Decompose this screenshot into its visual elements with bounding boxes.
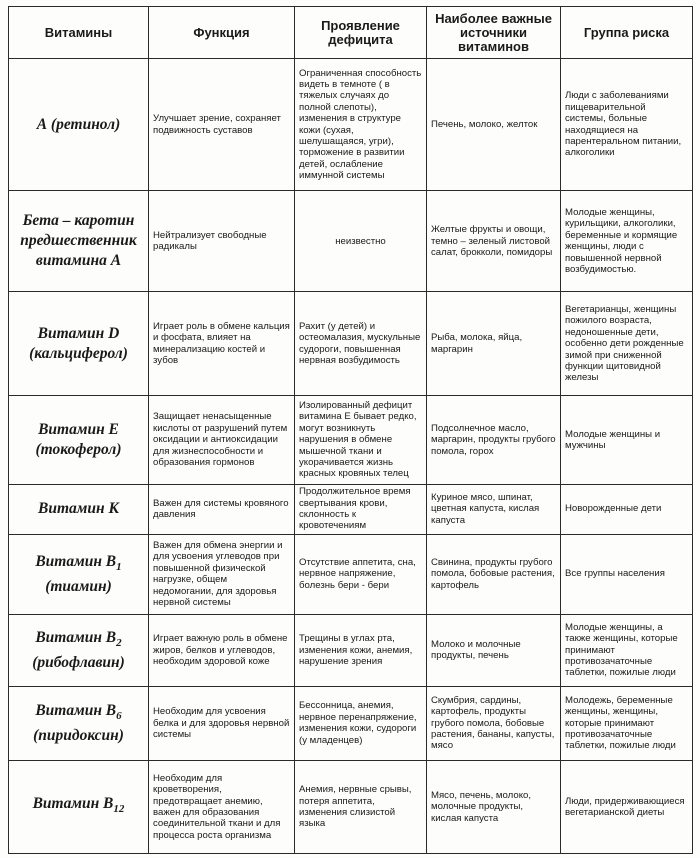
vitamin-subscript: 2: [116, 636, 122, 649]
risk-group-cell: Молодые женщины, а также женщины, которые принимают противозачаточные таблетки, пожилые люди: [561, 614, 693, 686]
vitamin-name: [9, 484, 149, 534]
sources-cell: Рыба, молока, яйца, маргарин: [427, 292, 561, 396]
table-row: [9, 292, 693, 396]
deficiency-cell: Изолированный дефицит витамина Е бывает редко, могут возникнуть нарушения в обмене мышечной ткани и укорачивается жизнь красных кровяных телец: [295, 396, 427, 484]
header-row: [9, 7, 693, 59]
function-cell: Важен для системы кровяного давления: [149, 484, 295, 534]
risk-group-cell: Вегетарианцы, женщины пожилого возраста, недоношенные дети, особенно дети рожденные зимой при сниженной функции щитовидной железы: [561, 292, 693, 396]
deficiency-cell: неизвестно: [295, 191, 427, 292]
vitamin-name-main: Витамин $B_1$: [35, 552, 122, 573]
sources-cell: Печень, молоко, желток: [427, 59, 561, 191]
vitamin-name-text: Бета – каротин предшественник витамина А: [20, 212, 137, 270]
header-vitamins: Витамины: [9, 7, 149, 59]
vitamin-name: [9, 59, 149, 191]
vitamin-subscript: 12: [113, 803, 125, 816]
sources-cell: Желтые фрукты и овощи, темно – зеленый листовой салат, брокколи, помидоры: [427, 191, 561, 292]
vitamin-name-main: Витамин $B_{12}$: [32, 795, 125, 816]
function-cell: Играет роль в обмене кальция и фосфата, влияет на минерализацию костей и зубов: [149, 292, 295, 396]
deficiency-cell: Продолжительное время свертывания крови, склонность к кровотечениям: [295, 484, 427, 534]
function-cell: Необходим для кроветворения, предотвращает анемию, важен для образования соединительной ткани и для процесса роста организма: [149, 760, 295, 853]
vitamin-name-chemical: (рибофлавин): [32, 653, 125, 671]
vitamin-name: [9, 614, 149, 686]
vitamin-name-chemical: (тиамин): [45, 577, 112, 595]
vitamin-name: [9, 396, 149, 484]
deficiency-cell: Отсутствие аппетита, сна, нервное напряжение, болезнь бери - бери: [295, 534, 427, 614]
sources-cell: Молоко и молочные продукты, печень: [427, 614, 561, 686]
vitamin-name: [9, 534, 149, 614]
vitamin-name: [9, 760, 149, 853]
function-cell: Нейтрализует свободные радикалы: [149, 191, 295, 292]
table-row: [9, 686, 693, 760]
vitamin-name-text: Витамин К: [38, 500, 119, 518]
table-row: [9, 59, 693, 191]
function-cell: Необходим для усвоения белка и для здоровья нервной системы: [149, 686, 295, 760]
deficiency-cell: Анемия, нервные срывы, потеря аппетита, изменения слизистой языка: [295, 760, 427, 853]
deficiency-cell: Бессонница, анемия, нервное перенапряжение, изменения кожи, судороги (у младенцев): [295, 686, 427, 760]
risk-group-cell: Новорожденные дети: [561, 484, 693, 534]
vitamin-name-main: Витамин $B_2$: [35, 628, 122, 649]
risk-group-cell: Люди с заболеваниями пищеварительной системы, больные находящиеся на парентеральном питании, алкоголики: [561, 59, 693, 191]
vitamin-table: [8, 6, 693, 854]
header-deficiency: Проявление дефицита: [295, 7, 427, 59]
function-cell: Важен для обмена энергии и для усвоения углеводов при повышенной физической нагрузке, общем недомогании, для здоровья нервной системы: [149, 534, 295, 614]
vitamin-name-main: Витамин $B_6$: [35, 701, 122, 722]
deficiency-cell: Трещины в углах рта, изменения кожи, анемия, нарушение зрения: [295, 614, 427, 686]
risk-group-cell: Люди, придерживающиеся вегетарианской диеты: [561, 760, 693, 853]
table-body: [9, 59, 693, 854]
sources-cell: Подсолнечное масло, маргарин, продукты грубого помола, горох: [427, 396, 561, 484]
sources-cell: Куриное мясо, шпинат, цветная капуста, кислая капуста: [427, 484, 561, 534]
vitamin-subscript: 6: [116, 709, 122, 722]
deficiency-cell: Рахит (у детей) и остеомалазия, мускульные судороги, повышенная нервная возбудимость: [295, 292, 427, 396]
vitamin-name-text: Витамин Е (токоферол): [35, 420, 122, 458]
risk-group-cell: Все группы населения: [561, 534, 693, 614]
risk-group-cell: Молодые женщины, курильщики, алкоголики, беременные и кормящие женщины, люди с повышенной нервной возбудимостью.: [561, 191, 693, 292]
vitamin-name-chemical: (пиридоксин): [33, 726, 124, 744]
function-cell: Улучшает зрение, сохраняет подвижность суставов: [149, 59, 295, 191]
vitamin-name-text: А (ретинол): [36, 115, 121, 133]
sources-cell: Свинина, продукты грубого помола, бобовые растения, картофель: [427, 534, 561, 614]
table-row: [9, 484, 693, 534]
sources-cell: Мясо, печень, молоко, молочные продукты, кислая капуста: [427, 760, 561, 853]
vitamin-name: [9, 191, 149, 292]
sources-cell: Скумбрия, сардины, картофель, продукты грубого помола, бобовые растения, бананы, капусты, мясо: [427, 686, 561, 760]
function-cell: Играет важную роль в обмене жиров, белков и углеводов, необходим здоровой коже: [149, 614, 295, 686]
vitamin-name-text: Витамин D (кальциферол): [29, 324, 128, 362]
table-row: [9, 760, 693, 853]
vitamin-name: [9, 292, 149, 396]
table-row: [9, 396, 693, 484]
risk-group-cell: Молодые женщины и мужчины: [561, 396, 693, 484]
header-sources: Наиболее важные источники витаминов: [427, 7, 561, 59]
table-row: [9, 614, 693, 686]
header-risk: Группа риска: [561, 7, 693, 59]
function-cell: Защищает ненасыщенные кислоты от разрушений путем оксидации и антиоксидации для жизнеспособности и образования гормонов: [149, 396, 295, 484]
table-row: [9, 534, 693, 614]
deficiency-cell: Ограниченная способность видеть в темноте ( в тяжелых случаях до полной слепоты), изменения в структуре кожи (сухая, шелушащаяся, угри), торможение в развитии детей, ослабление иммунной системы: [295, 59, 427, 191]
risk-group-cell: Молодежь, беременные женщины, женщины, которые принимают противозачаточные таблетки, пожилые люди: [561, 686, 693, 760]
table-row: [9, 191, 693, 292]
vitamin-name: [9, 686, 149, 760]
vitamin-subscript: 1: [116, 560, 122, 573]
header-function: Функция: [149, 7, 295, 59]
